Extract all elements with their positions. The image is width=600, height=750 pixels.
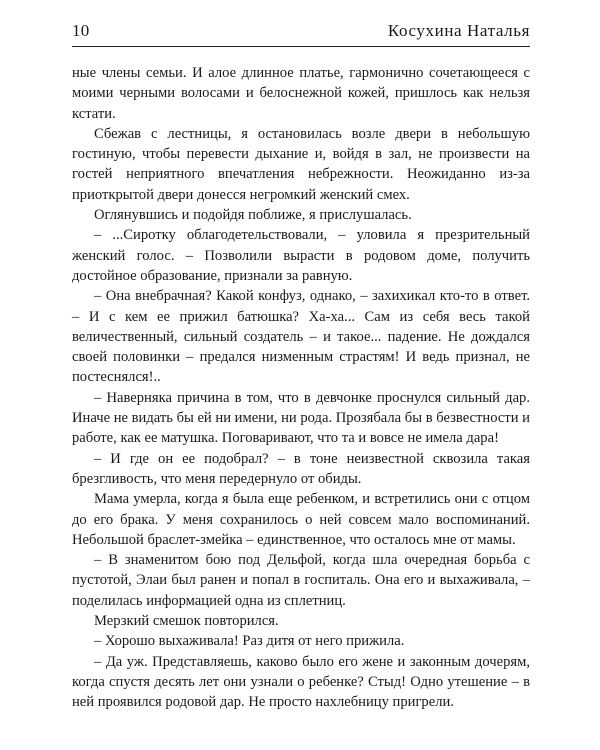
running-header: [72, 16, 530, 47]
paragraph: – Она внебрачная? Какой конфуз, однако, – захихикал кто-то в ответ. – И с кем ее прижил батюшка? Ха-ха... Сам из себя весь такой величественный, сильный создатель – и такое... падение. Не дождался своей половинки – предался низменным страстям! И ведь признал, не постеснялся!..: [72, 288, 530, 386]
paragraph: – Да уж. Представляешь, каково было его жене и законным дочерям, когда спустя десять лет они узнали о ребенке? Стыд! Одно утешение – в ней проявился родовой дар. Не просто нахлебницу пригрели.: [72, 653, 530, 711]
paragraph: Оглянувшись и подойдя поближе, я прислушалась.: [94, 207, 412, 224]
paragraph: ные члены семьи. И алое длинное платье, гармонично сочетающееся с моими черными волосами и белоснежной кожей, пришлось как нельзя кстати.: [72, 65, 530, 122]
paragraph: – Наверняка причина в том, что в девчонке проснулся сильный дар. Иначе не видать бы ей ни имени, ни рода. Прозябала бы в безвестности и работе, как ее матушка. Поговаривают, что та и вовсе не имела дара!: [72, 389, 530, 447]
author-name: Косухина Наталья: [387, 21, 530, 40]
paragraph: – И где он ее подобрал? – в тоне неизвестной сквозила такая брезгливость, что меня передернуло от обиды.: [72, 450, 530, 487]
paragraph: Мерзкий смешок повторился.: [94, 613, 279, 630]
paragraph: Сбежав с лестницы, я остановилась возле двери в небольшую гостиную, чтобы перевести дыхание и, войдя в зал, не произвести на гостей неприятного впечатления небрежности. Неожиданно из-за приоткрытой двери донесся негромкий женский смех.: [72, 125, 530, 203]
paragraph: – В знаменитом бою под Дельфой, когда шла очередная борьба с пустотой, Элаи был ранен и попал в госпиталь. Она его и выхаживала, – поделилась информацией одна из сплетниц.: [72, 552, 530, 609]
paragraph: – Хорошо выхаживала! Раз дитя от него прижила.: [94, 633, 405, 650]
page-number: 10: [72, 21, 90, 40]
paragraph: – ...Сиротку облагодетельствовали, – уловила я презрительный женский голос. – Позволили вырасти в родовом доме, получить достойное образование, признали за равную.: [72, 227, 530, 284]
paragraph: Мама умерла, когда я была еще ребенком, и встретились они с отцом до его брака. У меня сохранилось о ней совсем мало воспоминаний. Небольшой браслет-змейка – единственное, что осталось мне от мамы.: [72, 491, 530, 548]
body-text: [72, 63, 530, 713]
